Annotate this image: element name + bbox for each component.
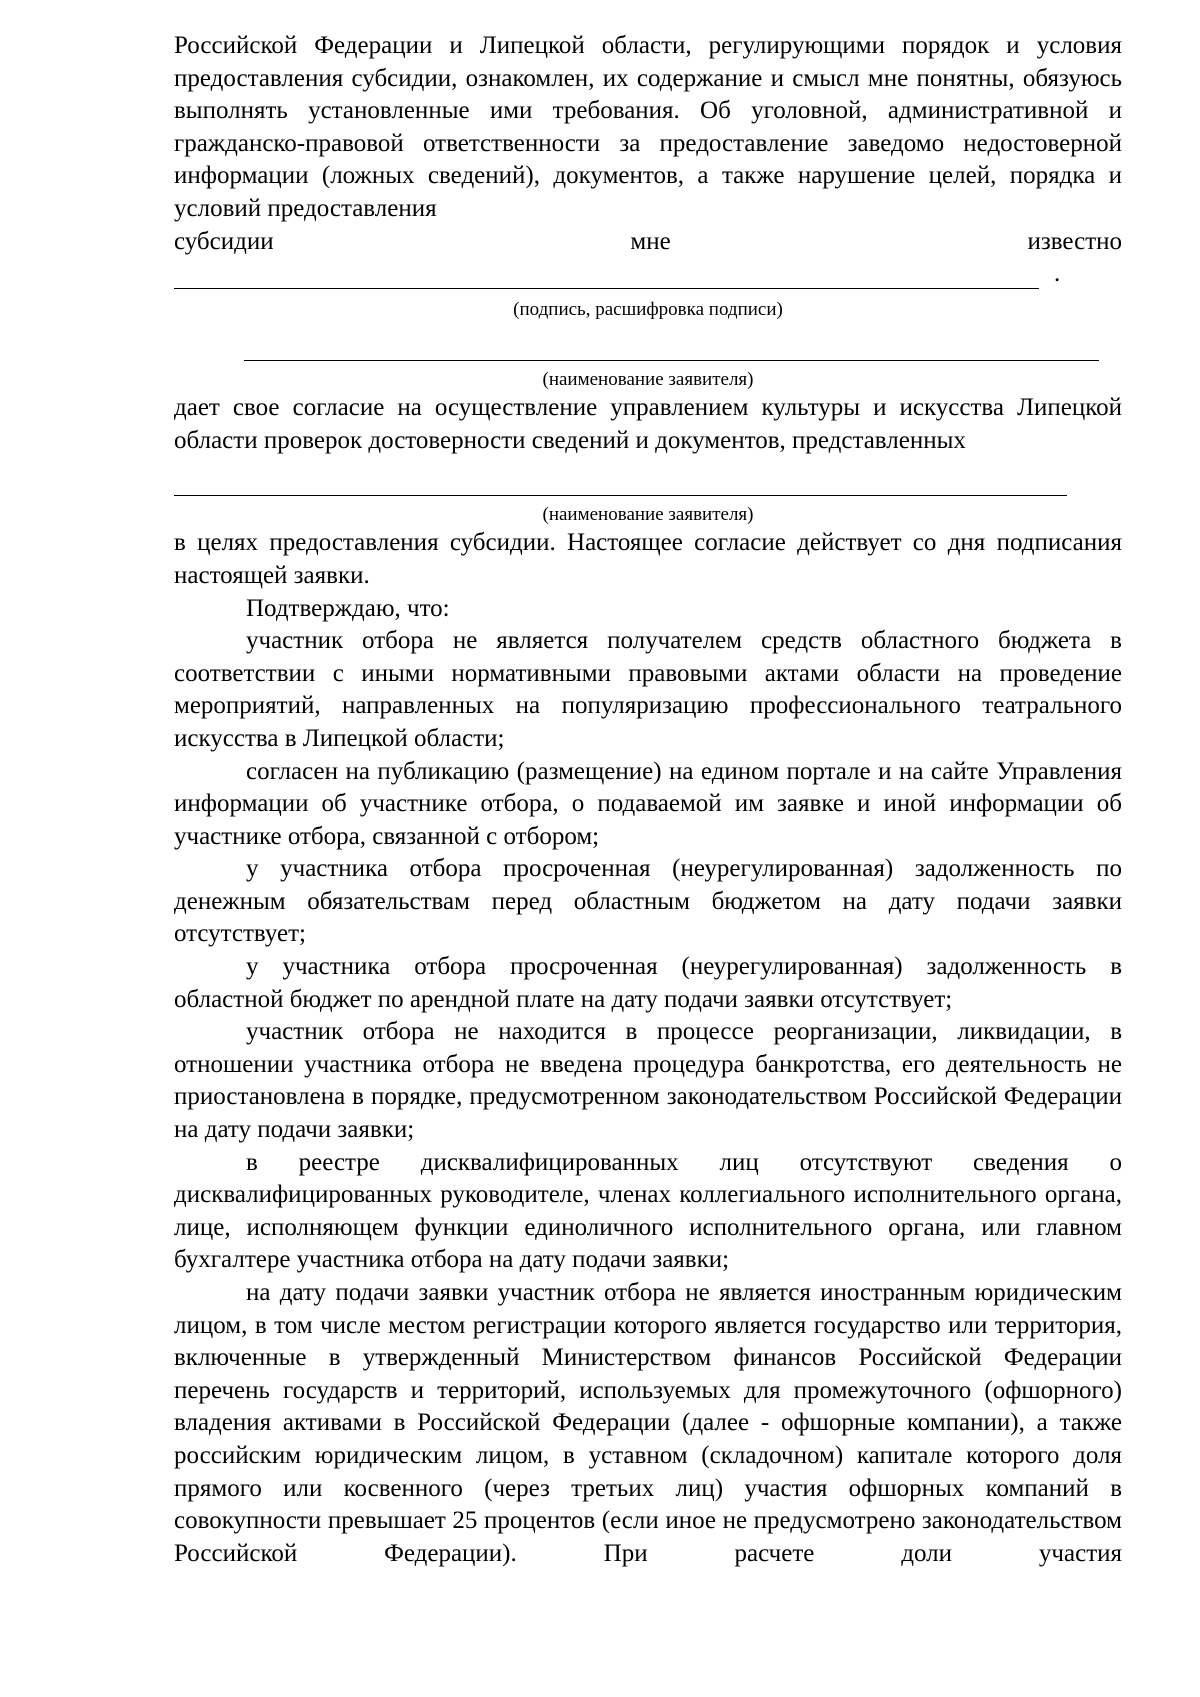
confirm-item: согласен на публикацию (размещение) на едином портале и на сайте Управления информации об участнике отбора, о подаваемой им заявке и иной информации об участнике отбора, связанной с отбором;	[174, 757, 1122, 850]
applicant-caption-2: (наименование заявителя)	[542, 504, 754, 526]
document-page	[174, 30, 1122, 1570]
signature-line-row	[174, 258, 1122, 298]
applicant-line-row-2	[174, 471, 1122, 503]
signature-caption: (подпись, расшифровка подписи)	[513, 299, 783, 321]
confirm-item: участник отбора не находится в процессе реорганизации, ликвидации, в отношении участника отбора не введена процедура банкротства, его деятельность не приостановлена в порядке, предусмотренном законодательством Российской Федерации на дату подачи заявки;	[174, 1018, 1122, 1144]
signature-line[interactable]	[174, 288, 1039, 289]
consent-tail-paragraph: в целях предоставления субсидии. Настоящее согласие действует со дня подписания настоящей заявки.	[174, 529, 1122, 589]
applicant-name-line-2[interactable]	[174, 495, 1067, 496]
confirm-item: на дату подачи заявки участник отбора не является иностранным юридическим лицом, в том числе местом регистрации которого является государство или территория, включенные в утвержденный Министерством финансов Российской Федерации перечень государств и территорий, используемых для промежуточного (офшорного) владения активами в Российской Федерации (далее - офшорные компании), а также российским юридическим лицом, в уставном (складочном) капитале которого доля прямого или косвенного (через третьих лиц) участия офшорных компаний в совокупности превышает 25 процентов (если иное не предусмотрено законодательством Российской Федерации). При расчете доли участия	[174, 1279, 1122, 1567]
applicant-caption-1: (наименование заявителя)	[542, 369, 754, 391]
confirm-item: участник отбора не является получателем средств областного бюджета в соответствии с иными нормативными правовыми актами области на проведение мероприятий, направленных на популяризацию профессионального театрального искусства в Липецкой области;	[174, 627, 1122, 752]
confirm-item: у участника отбора просроченная (неурегулированная) задолженность в областной бюджет по арендной плате на дату подачи заявки отсутствует;	[174, 953, 1122, 1013]
consent-paragraph: дает свое согласие на осуществление управлением культуры и искусства Липецкой области проверок достоверности сведений и документов, представленных	[174, 394, 1122, 454]
confirm-heading: Подтверждаю, что:	[246, 594, 450, 622]
confirm-item: у участника отбора просроченная (неурегулированная) задолженность по денежным обязательствам перед областным бюджетом на дату подачи заявки отсутствует;	[174, 855, 1122, 948]
signature-line-period: .	[1054, 260, 1061, 288]
applicant-line-row-1	[174, 342, 1122, 368]
responsibility-paragraph-end: субсидии мне известно	[174, 227, 1122, 255]
confirm-item: в реестре дисквалифицированных лиц отсутствуют сведения о дисквалифицированных руководителе, членах коллегиального исполнительного органа, лице, исполняющем функции единоличного исполнительного органа, или главном бухгалтере участника отбора на дату подачи заявки;	[174, 1148, 1122, 1274]
responsibility-paragraph: Российской Федерации и Липецкой области, регулирующими порядок и условия предоставления субсидии, ознакомлен, их содержание и смысл мне понятны, обязуюсь выполнять установленные ими требования. Об уголовной, административной и гражданско-правовой ответственности за предоставление заведомо недостоверной информации (ложных сведений), документов, а также нарушение целей, порядка и условий предоставления	[174, 32, 1122, 222]
applicant-name-line-1[interactable]	[244, 360, 1099, 361]
